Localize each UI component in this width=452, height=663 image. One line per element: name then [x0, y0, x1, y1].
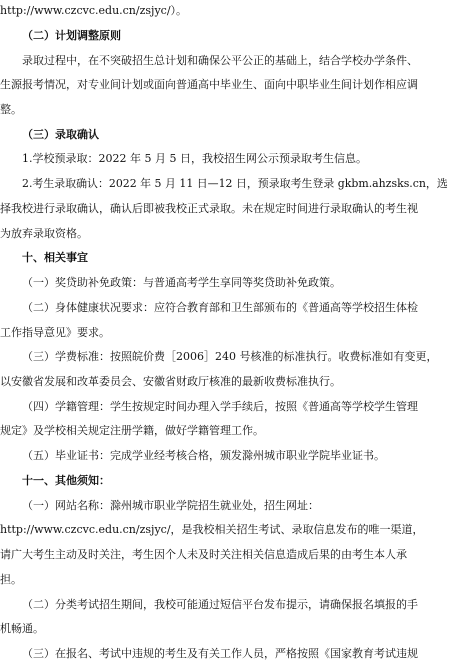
doc-line: http://www.czcvc.edu.cn/zsjyc/，是我校相关招生考试、录取信息发布的唯一渠道，: [0, 523, 424, 537]
doc-line: 整。: [0, 102, 22, 116]
section-heading: （二）计划调整原则: [22, 28, 121, 42]
chapter-heading: 十、相关事宜: [22, 251, 88, 265]
doc-line: （一）奖贷助补免政策：与普通高考学生享同等奖贷助补免政策。: [22, 276, 341, 289]
doc-line: （三）在报名、考试中违规的考生及有关工作人员，严格按照《国家教育考试违规: [22, 647, 418, 660]
doc-line: （三）学费标准：按照皖价费［2006］240 号核准的标准执行。收费标准如有变更，: [22, 350, 438, 364]
doc-line: （二）分类考试招生期间，我校可能通过短信平台发布提示，请确保报名填报的手: [22, 597, 418, 611]
doc-line: （四）学籍管理：学生按规定时间办理入学手续后，按照《普通高等学校学生管理: [22, 399, 418, 413]
doc-line: 2.考生录取确认：2022 年 5 月 11 日—12 日，预录取考生登录 gkbm.ahzsks.cn，选: [22, 177, 448, 191]
doc-line: http://www.czcvc.edu.cn/zsjyc/）。: [0, 4, 188, 17]
doc-line: 生源报考情况，对专业间计划或面向普通高中毕业生、面向中职毕业生间计划作相应调: [0, 78, 418, 92]
doc-line: 机畅通。: [0, 622, 44, 636]
doc-line: 1.学校预录取：2022 年 5 月 5 日，我校招生网公示预录取考生信息。: [22, 152, 367, 166]
doc-line: （五）毕业证书：完成学业经考核合格，颁发滁州城市职业学院毕业证书。: [22, 449, 385, 463]
doc-line: 担。: [0, 572, 22, 586]
doc-line: 录取过程中，在不突破招生总计划和确保公平公正的基础上，结合学校办学条件、: [22, 53, 418, 67]
doc-line: 为放弃录取资格。: [0, 226, 88, 240]
doc-line: （二）身体健康状况要求：应符合教育部和卫生部颁布的《普通高等学校招生体检: [22, 300, 418, 314]
chapter-heading: 十一、其他须知：: [22, 473, 110, 487]
doc-line: 规定》及学校相关规定注册学籍，做好学籍管理工作。: [0, 424, 264, 438]
section-heading: （三）录取确认: [22, 127, 99, 141]
doc-line: 工作指导意见》要求。: [0, 325, 110, 339]
doc-line: 以安徽省发展和改革委员会、安徽省财政厅核准的最新收费标准执行。: [0, 375, 341, 388]
doc-line: （一）网站名称：滁州城市职业学院招生就业处，招生网址：: [22, 498, 319, 512]
doc-line: 请广大考生主动及时关注，考生因个人未及时关注相关信息造成后果的由考生本人承: [0, 548, 407, 562]
doc-line: 择我校进行录取确认，确认后即被我校正式录取。未在规定时间进行录取确认的考生视: [0, 201, 418, 215]
